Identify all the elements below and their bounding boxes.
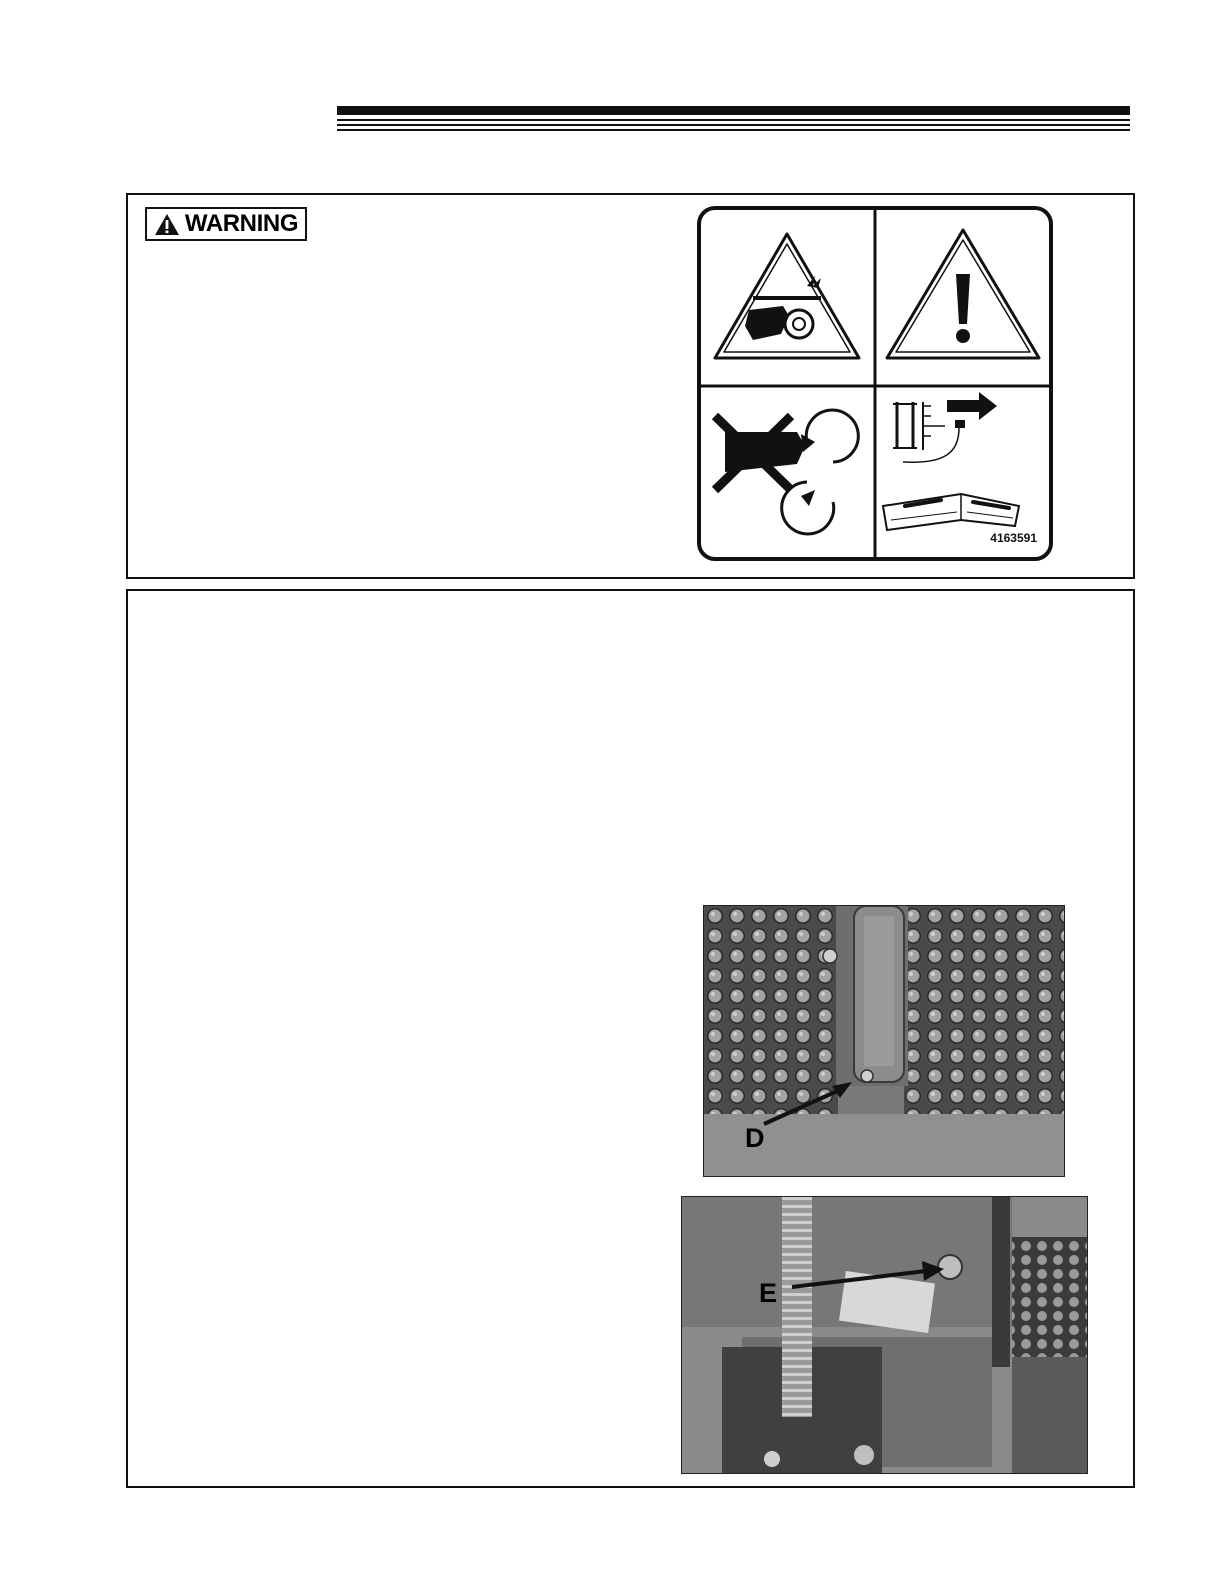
header-rule-line (337, 124, 1130, 126)
warning-triangle-icon (154, 213, 180, 236)
header-rule (337, 106, 1130, 115)
callout-label-e: E (759, 1278, 778, 1308)
header-rule-line (337, 129, 1130, 131)
gearbox-photo (681, 1196, 1088, 1474)
warning-label: WARNING (184, 210, 299, 237)
safety-decal (697, 206, 1053, 561)
decal-part-number: 4163591 (990, 531, 1037, 545)
warning-badge (145, 207, 307, 241)
callout-label-d: D (745, 1123, 765, 1153)
header-rule-line (337, 119, 1130, 121)
